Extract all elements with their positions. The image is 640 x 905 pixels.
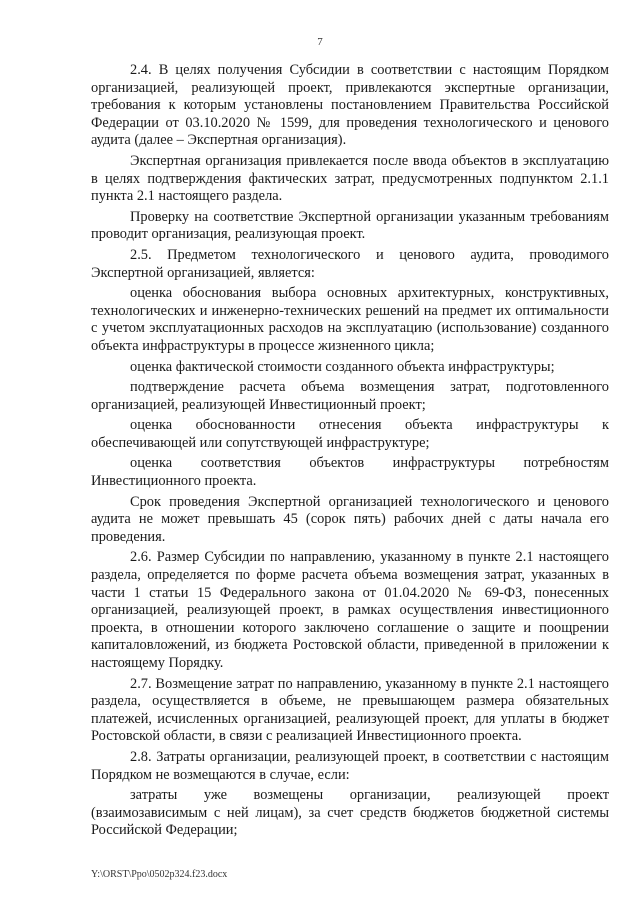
paragraph-2-4: 2.4. В целях получения Субсидии в соответствии с настоящим Порядком организацией, реализующей проект, привлекаются экспертные организации, требования к которым установлены постановлением Правительства Российской Федерации от 03.10.2020 № 1599, для проведения технологического и ценового аудита (далее – Экспертная организация). xyxy=(91,62,609,149)
paragraph-2-6: 2.6. Размер Субсидии по направлению, указанному в пункте 2.1 настоящего раздела, определяется по форме расчета объема возмещения затрат, указанных в части 1 статьи 15 Федерального закона от 01.04.2020 № 69-ФЗ, понесенных организацией, реализующей проект, в рамках осуществления инвестиционного проекта, в отношении которого заключено соглашение о защите и поощрении капиталовложений, из бюджета Ростовской области, приведенной в приложении к настоящему Порядку. xyxy=(91,549,609,671)
paragraph-2-5: 2.5. Предметом технологического и ценового аудита, проводимого Экспертной организацией, является: xyxy=(91,246,609,281)
paragraph-expert-check: Проверку на соответствие Экспертной организации указанным требованиям проводит организация, реализующая проект. xyxy=(91,208,609,243)
audit-item-actual-cost: оценка фактической стоимости созданного объекта инфраструктуры; xyxy=(130,358,555,375)
exclusion-item-already-reimbursed: затраты уже возмещены организации, реализующей проект (взаимозависимым с ней лицам), за счет средств бюджетов бюджетной системы Российской Федерации; xyxy=(91,787,609,839)
paragraph-audit-deadline: Срок проведения Экспертной организацией технологического и ценового аудита не может превышать 45 (сорок пять) рабочих дней с даты начала его проведения. xyxy=(91,493,609,545)
paragraph-2-7: 2.7. Возмещение затрат по направлению, указанному в пункте 2.1 настоящего раздела, осуществляется в объеме, не превышающем размера обязательных платежей, исчисленных организацией, реализующей проект, для уплаты в бюджет Ростовской области, в связи с реализацией Инвестиционного проекта. xyxy=(91,675,609,745)
page-number: 7 xyxy=(317,36,323,48)
audit-item-project-needs: оценка соответствия объектов инфраструктуры потребностям Инвестиционного проекта. xyxy=(91,455,609,490)
footer-file-path: Y:\ORST\Ppo\0502p324.f23.docx xyxy=(91,869,228,880)
audit-item-design-solutions: оценка обоснования выбора основных архитектурных, конструктивных, технологических и инженерно-технических решений на предмет их оптимальности с учетом эксплуатационных расходов на эксплуатацию (использование) созданного объекта инфраструктуры в процессе жизненного цикла; xyxy=(91,285,609,354)
document-body xyxy=(91,62,609,843)
audit-item-infrastructure-type: оценка обоснованности отнесения объекта инфраструктуры к обеспечивающей или сопутствующей инфраструктуре; xyxy=(91,417,609,451)
paragraph-2-8: 2.8. Затраты организации, реализующей проект, в соответствии с настоящим Порядком не возмещаются в случае, если: xyxy=(91,748,609,783)
paragraph-expert-engagement: Экспертная организация привлекается после ввода объектов в эксплуатацию в целях подтверждения фактических затрат, предусмотренных подпунктом 2.1.1 пункта 2.1 настоящего раздела. xyxy=(91,152,609,205)
audit-item-reimbursement-calc: подтверждение расчета объема возмещения затрат, подготовленного организацией, реализующей Инвестиционный проект; xyxy=(91,379,609,413)
